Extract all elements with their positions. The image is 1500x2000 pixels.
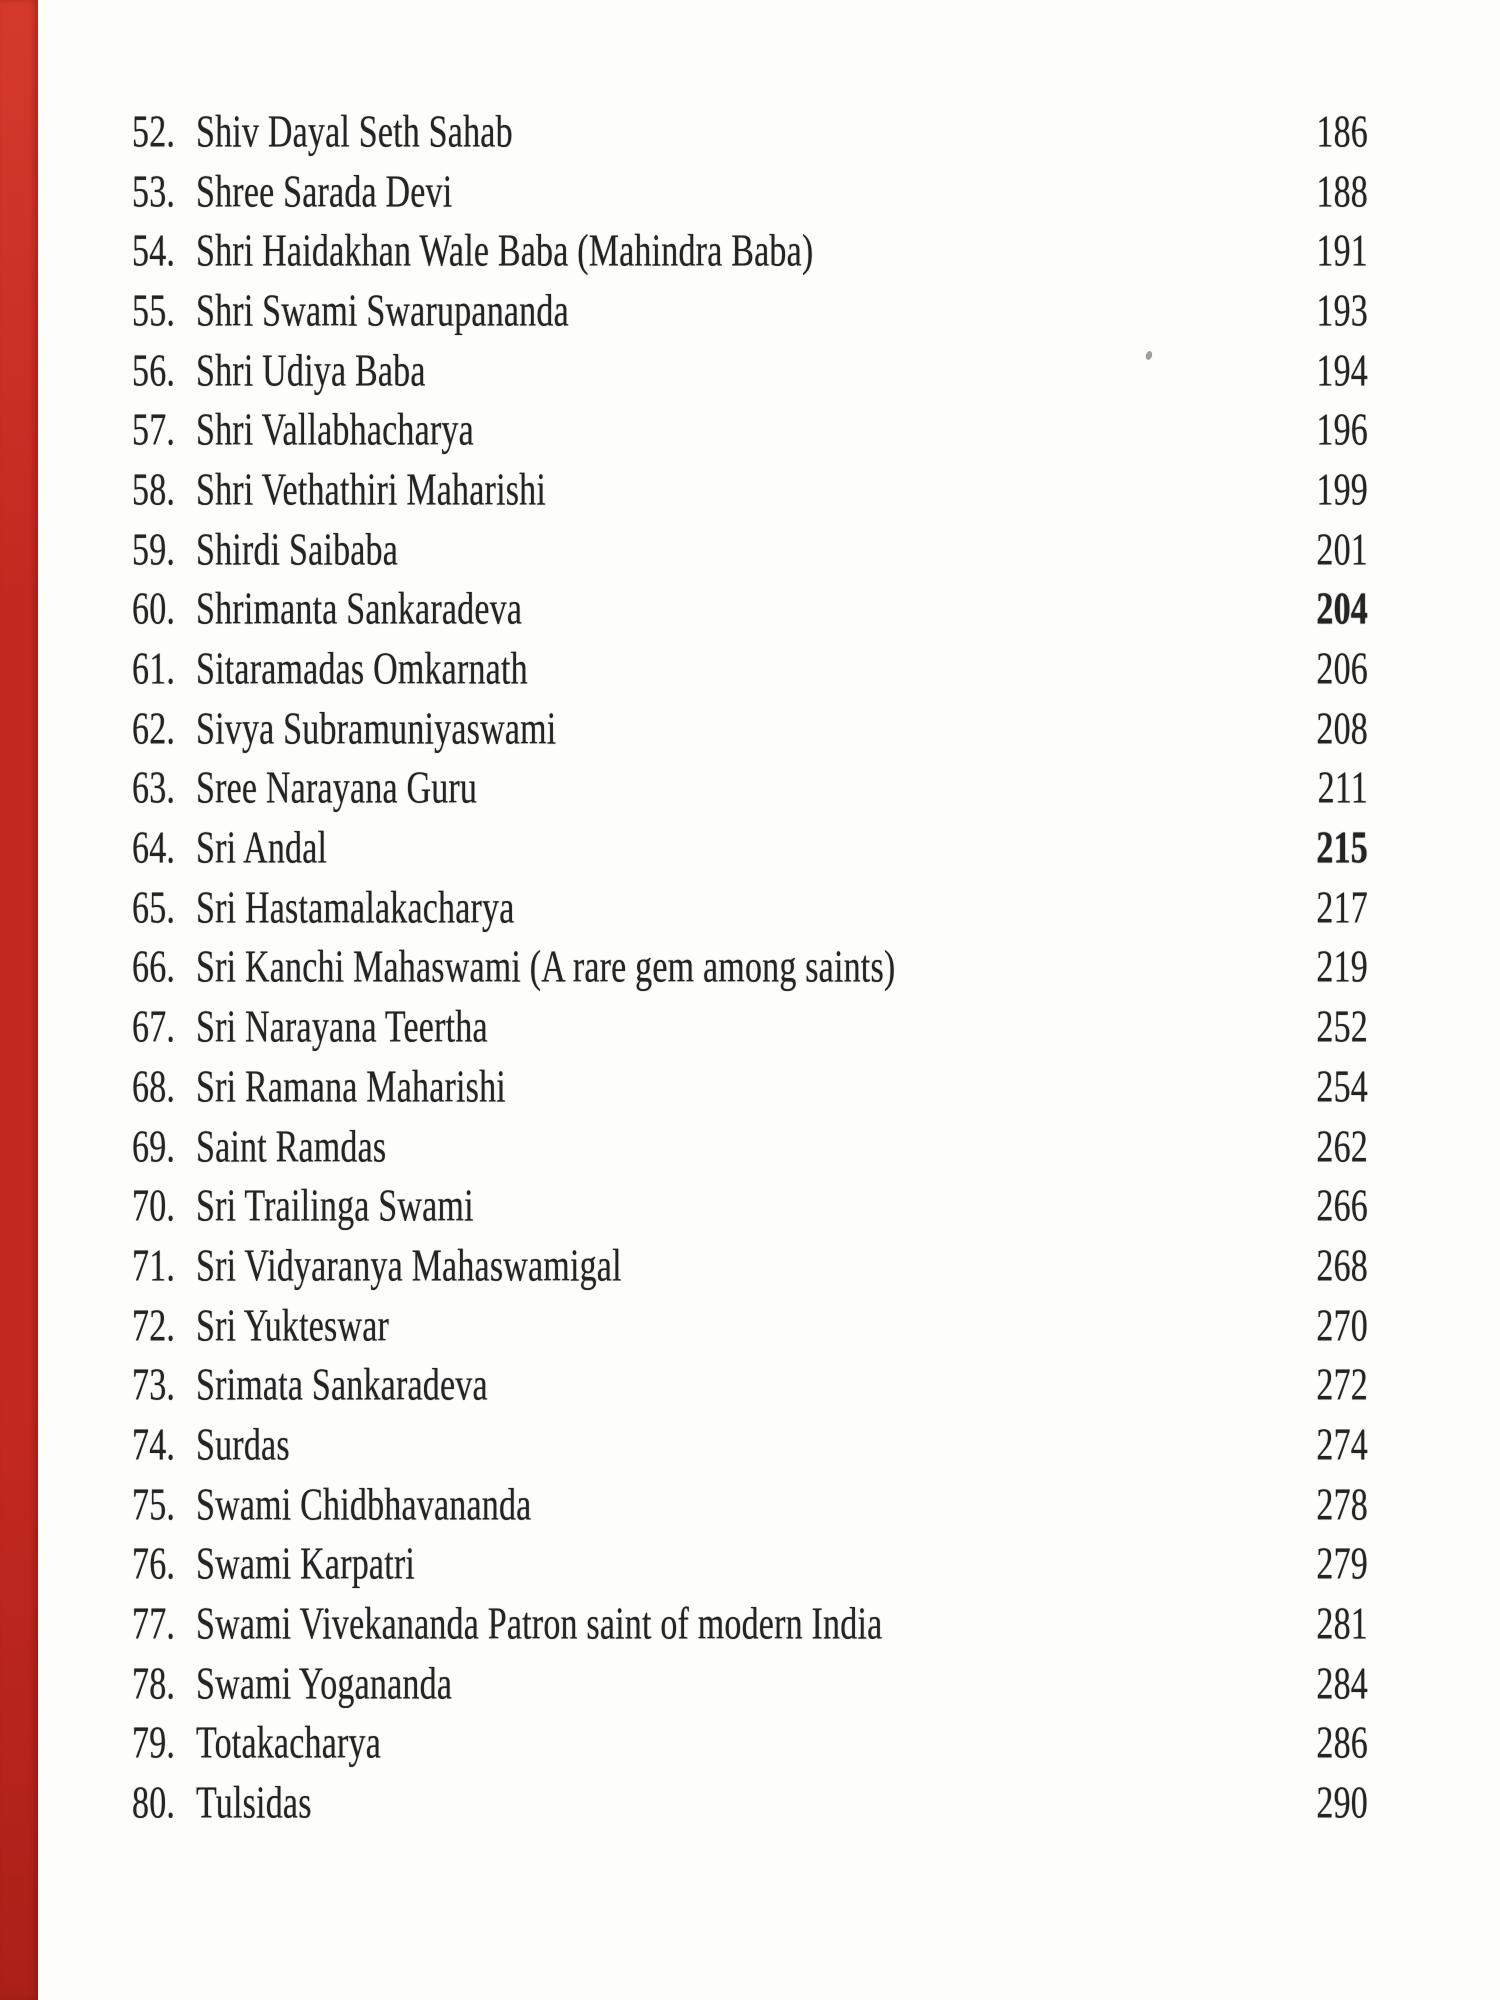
entry-number: 58. [132, 465, 176, 515]
entry-title: Saint Ramdas [196, 1122, 387, 1172]
entry-title: Swami Yogananda [196, 1659, 453, 1709]
entry-number: 77. [132, 1599, 176, 1649]
toc-entry-line [132, 1540, 1368, 1591]
toc-entry-line [132, 824, 1368, 875]
entry-title: Totakacharya [196, 1719, 382, 1769]
entry-title: Swami Vivekananda Patron saint of modern India [196, 1599, 883, 1649]
entry-title: Sri Andal [196, 823, 328, 874]
entry-page-number: 290 [1316, 1778, 1368, 1829]
entry-page-number: 201 [1316, 525, 1368, 575]
entry-title: Shiv Dayal Seth Sahab [196, 107, 513, 157]
toc-entry [132, 1595, 1368, 1655]
toc-entry [132, 1058, 1368, 1118]
toc-entry-line [132, 466, 1368, 517]
toc-entry-line [132, 1480, 1368, 1531]
entry-page-number: 272 [1316, 1361, 1368, 1411]
toc-entry [132, 760, 1368, 820]
toc-entry-line [132, 1301, 1368, 1352]
entry-title: Shri Swami Swarupananda [196, 286, 569, 336]
toc-entry [132, 1536, 1368, 1596]
toc-entry [132, 998, 1368, 1058]
entry-number: 78. [132, 1659, 176, 1709]
entry-page-number: 215 [1316, 823, 1368, 874]
entry-page-number: 286 [1316, 1719, 1368, 1769]
entry-number: 69. [132, 1122, 176, 1172]
toc-entry [132, 1655, 1368, 1715]
entry-number: 53. [132, 167, 176, 217]
entry-title: Shri Vallabhacharya [196, 406, 474, 456]
entry-page-number: 281 [1316, 1599, 1368, 1649]
entry-title: Swami Chidbhavananda [196, 1480, 532, 1530]
entry-page-number: 194 [1316, 346, 1368, 396]
toc-entry-line [132, 346, 1368, 397]
toc-entry [132, 879, 1368, 939]
toc-entry [132, 1774, 1368, 1834]
entry-number: 80. [132, 1778, 176, 1829]
toc-entry [132, 1177, 1368, 1237]
entry-number: 54. [132, 226, 176, 277]
entry-number: 52. [132, 107, 176, 157]
entry-title: Sri Vidyaranya Mahaswamigal [196, 1241, 622, 1291]
entry-number: 55. [132, 286, 176, 336]
entry-number: 70. [132, 1181, 176, 1232]
entry-page-number: 274 [1316, 1420, 1368, 1470]
entry-title: Sri Ramana Maharishi [196, 1062, 506, 1112]
toc-entry-line [132, 943, 1368, 994]
entry-page-number: 191 [1316, 226, 1368, 277]
toc-entry-line [132, 1719, 1368, 1770]
entry-title: Sivya Subramuniyaswami [196, 704, 557, 754]
toc-entry-line [132, 1779, 1368, 1830]
toc-entry [132, 461, 1368, 521]
entry-number: 61. [132, 644, 176, 694]
toc-entry-line [132, 764, 1368, 815]
entry-number: 62. [132, 704, 176, 754]
toc-entry-line [132, 227, 1368, 278]
toc-entry [132, 222, 1368, 282]
entry-page-number: 219 [1316, 943, 1368, 993]
entry-page-number: 262 [1316, 1122, 1368, 1172]
toc-entry-line [132, 1003, 1368, 1054]
entry-page-number: 193 [1316, 286, 1368, 336]
toc-entry [132, 163, 1368, 223]
toc-entry [132, 1476, 1368, 1536]
toc-entry-line [132, 1361, 1368, 1412]
entry-number: 68. [132, 1062, 176, 1112]
entry-page-number: 254 [1316, 1062, 1368, 1112]
entry-number: 79. [132, 1719, 176, 1769]
entry-title: Sri Narayana Teertha [196, 1002, 488, 1053]
entry-title: Sree Narayana Guru [196, 764, 478, 814]
entry-number: 56. [132, 346, 176, 396]
entry-title: Shri Haidakhan Wale Baba (Mahindra Baba) [196, 226, 814, 277]
entry-title: Shri Udiya Baba [196, 346, 426, 396]
entry-title: Shirdi Saibaba [196, 525, 399, 575]
entry-number: 75. [132, 1480, 176, 1530]
toc-entry [132, 282, 1368, 342]
toc-entry [132, 1416, 1368, 1476]
toc-entry-line [132, 167, 1368, 218]
toc-entry-line [132, 1122, 1368, 1173]
toc-entry-line [132, 1659, 1368, 1710]
toc-entry [132, 581, 1368, 641]
entry-page-number: 211 [1317, 764, 1368, 814]
toc-entry-line [132, 108, 1368, 159]
toc-entry-line [132, 1421, 1368, 1472]
entry-title: Shrimanta Sankaradeva [196, 585, 523, 635]
entry-page-number: 279 [1316, 1540, 1368, 1590]
entry-number: 71. [132, 1241, 176, 1291]
toc-entry-line [132, 704, 1368, 755]
table-of-contents [0, 103, 1500, 1834]
toc-entry-line [132, 406, 1368, 457]
entry-title: Srimata Sankaradeva [196, 1361, 488, 1411]
toc-entry [132, 819, 1368, 879]
entry-title: Sri Trailinga Swami [196, 1181, 474, 1232]
entry-page-number: 204 [1316, 585, 1368, 635]
toc-entry [132, 342, 1368, 402]
toc-entry-line [132, 525, 1368, 576]
entry-title: Sri Kanchi Mahaswami (A rare gem among saints) [196, 943, 896, 993]
entry-page-number: 266 [1316, 1181, 1368, 1232]
entry-page-number: 208 [1316, 704, 1368, 754]
entry-number: 63. [132, 764, 176, 814]
entry-page-number: 284 [1316, 1659, 1368, 1709]
entry-number: 74. [132, 1420, 176, 1470]
entry-title: Shri Vethathiri Maharishi [196, 465, 546, 515]
entry-title: Sitaramadas Omkarnath [196, 644, 528, 694]
entry-title: Sri Hastamalakacharya [196, 883, 515, 933]
entry-number: 64. [132, 823, 176, 874]
toc-entry [132, 401, 1368, 461]
toc-entry-line [132, 585, 1368, 636]
entry-page-number: 186 [1316, 107, 1368, 157]
toc-entry [132, 1237, 1368, 1297]
toc-entry-line [132, 1242, 1368, 1293]
toc-entry [132, 1118, 1368, 1178]
toc-entry-line [132, 645, 1368, 696]
entry-title: Tulsidas [196, 1778, 312, 1829]
entry-page-number: 217 [1316, 883, 1368, 933]
entry-number: 67. [132, 1002, 176, 1053]
toc-entry [132, 640, 1368, 700]
entry-number: 76. [132, 1540, 176, 1590]
toc-entry [132, 103, 1368, 163]
entry-number: 59. [132, 525, 176, 575]
entry-number: 60. [132, 585, 176, 635]
toc-entry-line [132, 1182, 1368, 1233]
toc-entry-line [132, 1600, 1368, 1651]
entry-page-number: 278 [1316, 1480, 1368, 1530]
toc-entry [132, 1297, 1368, 1357]
entry-title: Swami Karpatri [196, 1540, 416, 1590]
toc-entry-line [132, 287, 1368, 338]
toc-entry-line [132, 1063, 1368, 1114]
entry-title: Shree Sarada Devi [196, 167, 453, 217]
toc-entry [132, 1715, 1368, 1775]
entry-number: 57. [132, 406, 176, 456]
entry-title: Surdas [196, 1420, 290, 1470]
entry-page-number: 270 [1316, 1301, 1368, 1351]
entry-number: 72. [132, 1301, 176, 1351]
entry-page-number: 268 [1316, 1241, 1368, 1291]
entry-title: Sri Yukteswar [196, 1301, 390, 1351]
entry-number: 66. [132, 943, 176, 993]
entry-page-number: 196 [1316, 406, 1368, 456]
entry-page-number: 206 [1316, 644, 1368, 694]
toc-entry [132, 700, 1368, 760]
toc-entry [132, 521, 1368, 581]
toc-entry-line [132, 884, 1368, 935]
entry-page-number: 199 [1316, 465, 1368, 515]
entry-number: 73. [132, 1361, 176, 1411]
entry-page-number: 252 [1316, 1002, 1368, 1053]
entry-page-number: 188 [1316, 167, 1368, 217]
toc-entry [132, 1356, 1368, 1416]
toc-entry [132, 939, 1368, 999]
entry-number: 65. [132, 883, 176, 933]
